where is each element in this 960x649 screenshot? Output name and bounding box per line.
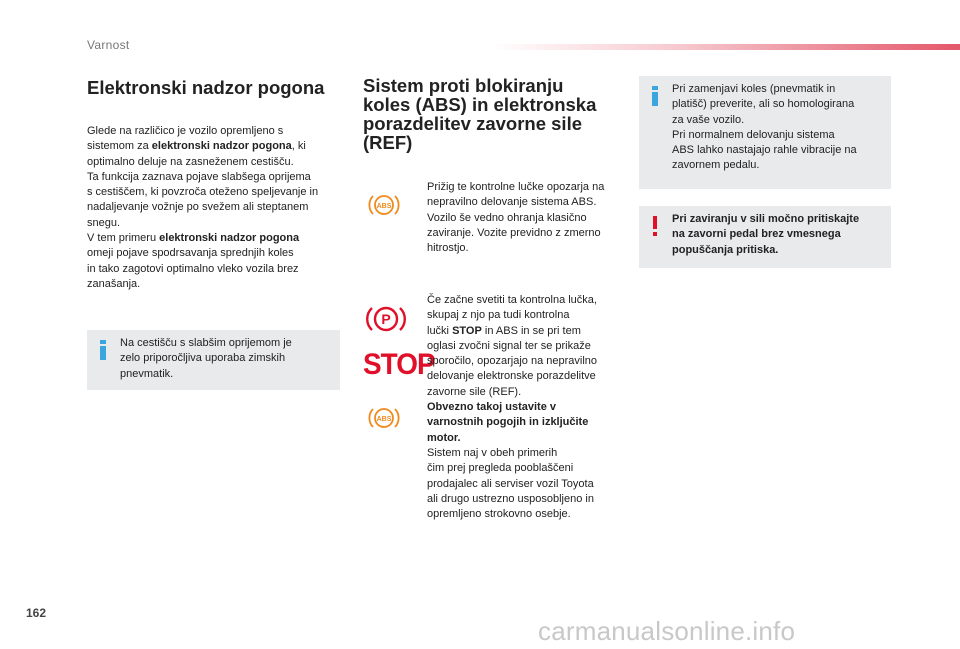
ref-paragraph: Če začne svetiti ta kontrolna lučka, skupaj z njo pa tudi kontrolna lučki STOP in ABS in se pri tem oglasi zvočni signal ter se prikaže sporočilo, opozarjajo na nepravilno delovanje elektronske porazdelitve zavorne sile (REF). Obvezno takoj ustavite v varnostnih pogojih in izključite motor. Sistem naj v obeh primerih čim prej pregleda pooblaščeni prodajalec ali serviser vozil Toyota ali drugo ustrezno usposobljeno in opremljeno strokovno osebje. (427, 294, 597, 521)
parking-brake-icon (364, 303, 408, 335)
watermark: carmanualsonline.info (538, 616, 796, 646)
middle-section-title: Sistem proti blokiranju koles (ABS) in elektronska porazdelitev zavorne sile (REF) (363, 75, 597, 153)
stop-icon: STOP (363, 348, 435, 381)
left-paragraph: Glede na različico je vozilo opremljeno s sistemom za elektronski nadzor pogona, ki optimalno deluje na zasneženem cestišču. Ta funkcija zaznava pojave slabšega oprijema s cestiščem, ki povzroča oteženo speljevanje in nadaljevanje vožnje po svežem ali steptanem snegu. V tem primeru elektronski nadzor pogona omeji pojave spodrsavanja sprednjih koles in tako zagotovi optimalno vleko vozila brez zanašanja. (87, 125, 319, 290)
info-icon (99, 340, 107, 360)
abs-paragraph: Prižig te kontrolne lučke opozarja na nepravilno delovanje sistema ABS. Vozilo še vedno ohranja klasično zaviranje. Vozite previdno z zmerno hitrostjo. (427, 181, 605, 255)
svg-text:ABS: ABS (376, 416, 392, 423)
abs-warning-icon (366, 191, 402, 219)
info-box-text: Na cestišču s slabšim oprijemom je zelo priporočljiva uporaba zimskih pnevmatik. (120, 337, 292, 380)
info-icon (651, 86, 659, 106)
warning-box-text: Pri zaviranju v sili močno pritiskajte na zavorni pedal brez vmesnega popuščanja pritiska. (672, 213, 860, 256)
header-accent-line (490, 44, 960, 50)
info-box-text: Pri zamenjavi koles (pnevmatik in platišč) preverite, ali so homologirana za vaše vozilo. Pri normalnem delovanju sistema ABS lahko nastajajo rahle vibracije na zavornem pedalu. (672, 83, 857, 172)
emphasis-term: elektronski nadzor pogona (151, 140, 292, 153)
abs-warning-icon (366, 404, 402, 432)
info-box-wheel-change (639, 76, 891, 189)
emphasis-term: elektronski nadzor pogona (159, 232, 300, 245)
left-section-title: Elektronski nadzor pogona (87, 77, 325, 98)
emphasis-term: STOP (452, 324, 482, 337)
info-box-winter-tires (87, 330, 340, 390)
svg-text:P: P (381, 311, 391, 327)
exclamation-icon (651, 216, 659, 236)
svg-text:ABS: ABS (376, 203, 392, 210)
page-number: 162 (26, 606, 47, 620)
section-label: Varnost (87, 38, 130, 52)
warning-box-emergency-braking (639, 206, 891, 268)
